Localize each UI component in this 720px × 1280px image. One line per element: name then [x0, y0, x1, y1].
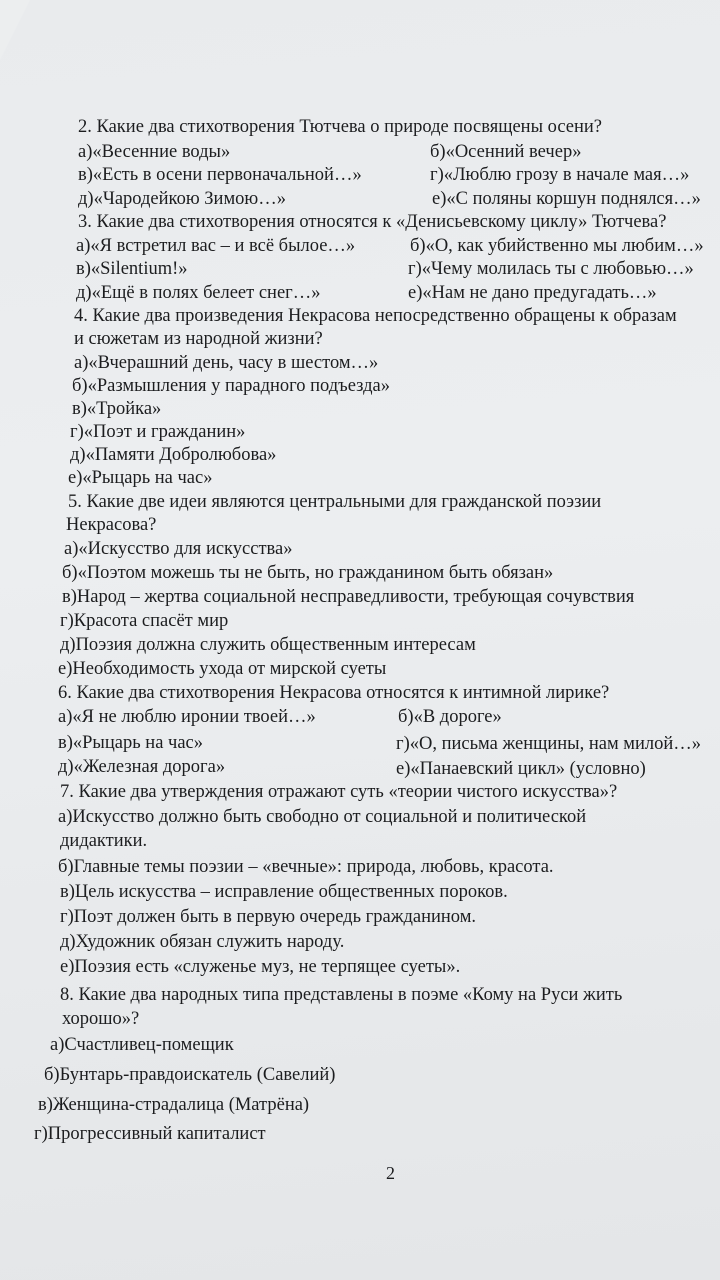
question-7: 7. Какие два утверждения отражают суть «теории чистого искусства»? [60, 782, 618, 802]
option: г)Поэт должен быть в первую очередь гражданином. [60, 907, 477, 927]
question-8: 8. Какие два народных типа представлены в поэме «Кому на Руси жить [60, 985, 623, 1005]
question-4: 4. Какие два произведения Некрасова непосредственно обращены к образам [74, 306, 677, 326]
option: а)«Искусство для искусства» [64, 539, 293, 559]
question-4-cont: и сюжетам из народной жизни? [74, 329, 323, 349]
option: б)Бунтарь-правдоискатель (Савелий) [44, 1065, 336, 1085]
option: в)«Silentium!» [76, 259, 188, 279]
option: е)Необходимость ухода от мирской суеты [58, 659, 387, 679]
option: б)«В дороге» [398, 707, 502, 727]
option: д)«Ещё в полях белеет снег…» [76, 283, 321, 303]
option: г)Красота спасёт мир [60, 611, 229, 631]
option: д)«Памяти Добролюбова» [70, 445, 277, 465]
option: б)«О, как убийственно мы любим…» [410, 236, 704, 256]
option: г)«Чему молилась ты с любовью…» [408, 259, 694, 279]
page-number: 2 [386, 1163, 395, 1183]
option: г)«Люблю грозу в начале мая…» [430, 165, 690, 185]
question-2: 2. Какие два стихотворения Тютчева о природе посвящены осени? [78, 117, 602, 137]
option: б)«Размышления у парадного подъезда» [72, 376, 391, 396]
question-5-cont: Некрасова? [66, 515, 157, 535]
option: б)«Поэтом можешь ты не быть, но гражданином быть обязан» [62, 563, 554, 583]
question-5: 5. Какие две идеи являются центральными для гражданской поэзии [68, 492, 602, 512]
option: д)Поэзия должна служить общественным интересам [60, 635, 476, 655]
question-3: 3. Какие два стихотворения относятся к «Денисьевскому циклу» Тютчева? [78, 212, 667, 232]
option: е)«Рыцарь на час» [68, 468, 213, 488]
option: в)«Рыцарь на час» [58, 733, 204, 753]
option: а)«Я не люблю иронии твоей…» [58, 707, 316, 727]
option: в)«Есть в осени первоначальной…» [78, 165, 362, 185]
option: г)Прогрессивный капиталист [34, 1124, 266, 1144]
option: б)«Осенний вечер» [430, 142, 582, 162]
option: в)Женщина-страдалица (Матрёна) [38, 1095, 310, 1115]
question-6: 6. Какие два стихотворения Некрасова относятся к интимной лирике? [58, 683, 610, 703]
option: д)«Чародейкою Зимою…» [78, 189, 286, 209]
option: е)Поэзия есть «служенье муз, не терпящее суеты». [60, 957, 461, 977]
option-cont: дидактики. [60, 831, 148, 851]
option: а)«Весенние воды» [78, 142, 231, 162]
option: б)Главные темы поэзии – «вечные»: природа, любовь, красота. [58, 857, 554, 877]
option: а)«Я встретил вас – и всё былое…» [76, 236, 356, 256]
option: а)Искусство должно быть свободно от социальной и политической [58, 807, 587, 827]
option: д)«Железная дорога» [58, 757, 226, 777]
option: е)«С поляны коршун поднялся…» [432, 189, 701, 209]
option: а)«Вчерашний день, часу в шестом…» [74, 353, 379, 373]
option: в)Народ – жертва социальной несправедливости, требующая сочувствия [62, 587, 635, 607]
option: в)Цель искусства – исправление общественных пороков. [60, 882, 508, 902]
question-8-cont: хорошо»? [62, 1009, 140, 1029]
option: в)«Тройка» [72, 399, 162, 419]
option: г)«О, письма женщины, нам милой…» [396, 734, 702, 754]
option: а)Счастливец-помещик [50, 1035, 234, 1055]
option: е)«Нам не дано предугадать…» [408, 283, 657, 303]
option: г)«Поэт и гражданин» [70, 422, 246, 442]
option: е)«Панаевский цикл» (условно) [396, 759, 646, 779]
option: д)Художник обязан служить народу. [60, 932, 345, 952]
